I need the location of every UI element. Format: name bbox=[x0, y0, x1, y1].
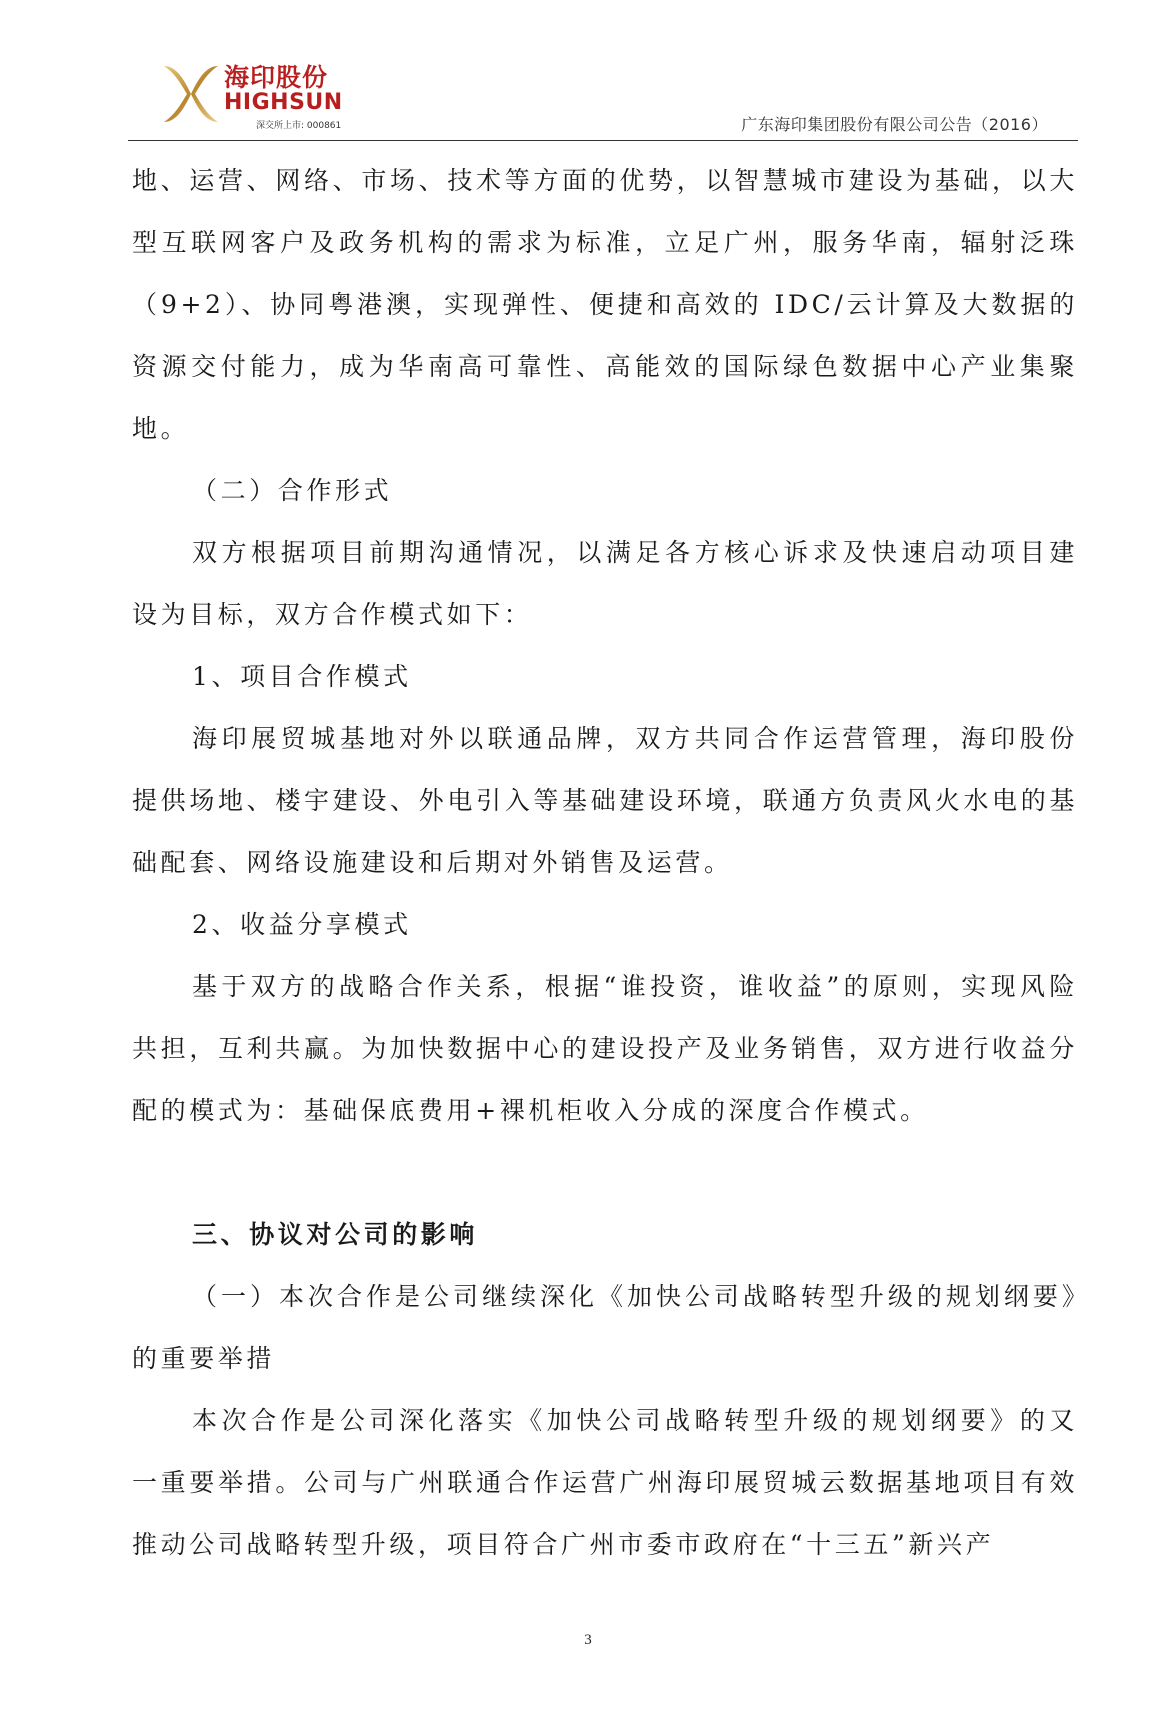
highsun-logo-icon bbox=[160, 62, 222, 126]
page-header bbox=[128, 58, 1078, 142]
subsection-title: （一）本次合作是公司继续深化《加快公司战略转型升级的规划纲要》的重要举措 bbox=[132, 1282, 1078, 1373]
company-logo bbox=[160, 58, 460, 138]
document-body bbox=[132, 150, 1078, 1576]
body-paragraph: 地、运营、网络、市场、技术等方面的优势，以智慧城市建设为基础，以大型互联网客户及政务机构的需求为标准，立足广州，服务华南，辐射泛珠（9+2）、协同粤港澳，实现弹性、便捷和高效的 IDC/云计算及大数据的资源交付能力，成为华南高可靠性、高能效的国际绿色数据中心产业集聚地。 bbox=[132, 166, 1078, 443]
subsection-title: 2、收益分享模式 bbox=[192, 910, 412, 939]
announcement-title: 广东海印集团股份有限公司公告（2016） bbox=[741, 115, 1048, 134]
logo-chinese-name: 海印股份 bbox=[224, 63, 329, 92]
page-number: 3 bbox=[584, 1632, 592, 1648]
header-divider bbox=[128, 140, 1078, 141]
section-heading: 三、协议对公司的影响 bbox=[192, 1220, 479, 1249]
body-paragraph: 海印展贸城基地对外以联通品牌，双方共同合作运营管理，海印股份提供场地、楼宇建设、外电引入等基础建设环境，联通方负责风火水电的基础配套、网络设施建设和后期对外销售及运营。 bbox=[132, 724, 1078, 877]
subsection-title: 1、项目合作模式 bbox=[192, 662, 412, 691]
logo-listing-info: 深交所上市: 000861 bbox=[256, 121, 342, 131]
body-paragraph: 本次合作是公司深化落实《加快公司战略转型升级的规划纲要》的又一重要举措。公司与广州联通合作运营广州海印展贸城云数据基地项目有效推动公司战略转型升级，项目符合广州市委市政府在“十三五”新兴产 bbox=[132, 1406, 1078, 1559]
logo-english-name: HIGHSUN bbox=[224, 90, 343, 115]
body-paragraph: 双方根据项目前期沟通情况，以满足各方核心诉求及快速启动项目建设为目标，双方合作模式如下： bbox=[132, 538, 1078, 629]
body-paragraph: 基于双方的战略合作关系，根据“谁投资，谁收益”的原则，实现风险共担，互利共赢。为加快数据中心的建设投产及业务销售，双方进行收益分配的模式为：基础保底费用+裸机柜收入分成的深度合作模式。 bbox=[132, 972, 1078, 1125]
subsection-title: （二）合作形式 bbox=[192, 476, 393, 505]
